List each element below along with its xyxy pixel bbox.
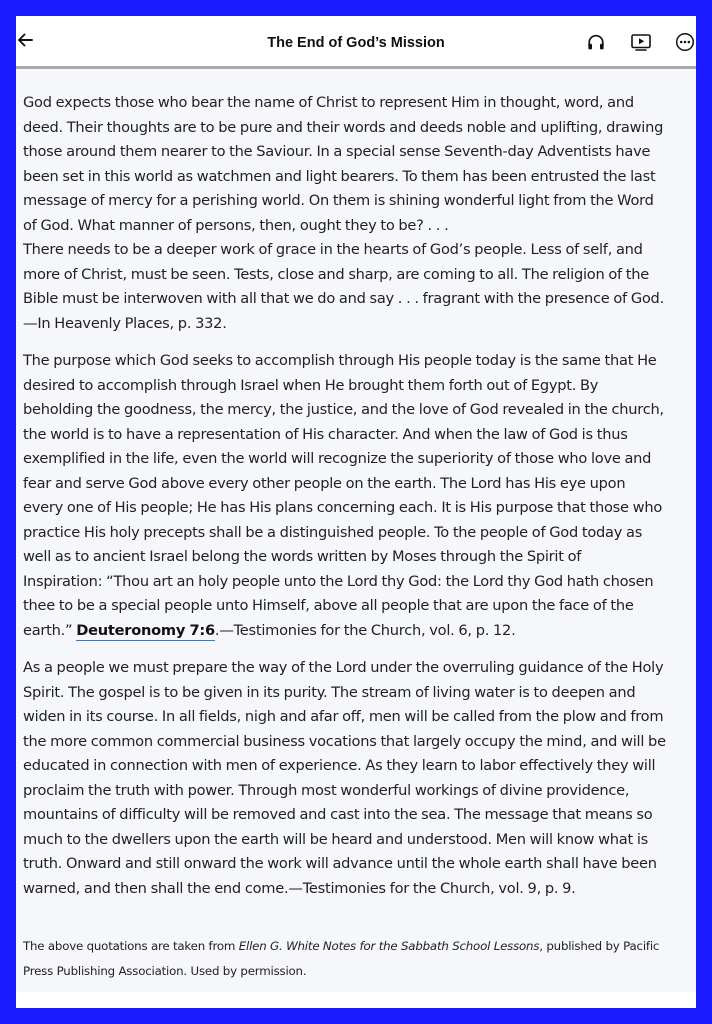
text-line: warned, and then shall the end come.—Testimonies for the Church, vol. 9, p. 9. <box>23 879 576 897</box>
scripture-reference-link[interactable]: Deuteronomy 7:6 <box>76 621 215 639</box>
text-line: every one of His people; He has His plans concerning each. It is His purpose that those who <box>23 499 663 516</box>
text-line: The purpose which God seeks to accomplish through His people today is the same that He <box>23 352 657 369</box>
text-line: mountains of difficulty will be removed and cast into the sea. The message that means so <box>23 806 653 823</box>
text-line: truth. Onward and still onward the work will advance until the whole earth shall have been <box>23 855 657 872</box>
text-line: been set in this world as watchmen and light bearers. To them has been entrusted the last <box>23 167 656 185</box>
text-fragment: .—Testimonies for the Church, vol. 6, p. 12. <box>214 621 516 639</box>
headphones-icon[interactable] <box>586 32 606 52</box>
text-line: Inspiration: “Thou art an holy people unto the Lord thy God: the Lord thy God hath chosen <box>23 572 654 590</box>
paragraph-3 <box>23 656 695 901</box>
text-fragment: earth.” <box>23 621 73 639</box>
bottom-bar <box>16 992 696 1008</box>
text-line: widen in its course. In all fields, nigh and afar off, men will be called from the plow and from <box>23 708 664 725</box>
text-line: practice His holy precepts shall be a distinguished people. To the people of God today as <box>23 523 643 541</box>
credit-text: , published by Pacific <box>539 939 660 953</box>
text-line: There needs to be a deeper work of grace in the hearts of God’s people. Less of self, and <box>23 241 643 258</box>
text-line: the more common commercial business vocations that largely occupy the mind, and will be <box>23 732 666 750</box>
text-line: proclaim the truth with power. Through most wonderful workings of divine providence, <box>23 781 630 799</box>
paragraph-1 <box>23 91 695 336</box>
text-line: educated in connection with men of experience. As they learn to labor effectively they will <box>23 757 656 774</box>
text-line: well as to ancient Israel belong the words written by Moses through the Spirit of <box>23 548 582 565</box>
reading-text <box>23 91 695 914</box>
text-line: deed. Their thoughts are to be pure and their words and deeds noble and uplifting, drawing <box>23 118 664 136</box>
credit-note <box>23 934 695 984</box>
book-title: Ellen G. White Notes for the Sabbath School Lessons <box>238 939 540 953</box>
text-line: God expects those who bear the name of Christ to represent Him in thought, word, and <box>23 94 634 111</box>
text-line: those around them nearer to the Saviour. In a special sense Seventh-day Adventists have <box>23 143 651 160</box>
text-line: message of mercy for a perishing world. On them is shining wonderful light from the Word <box>23 192 654 209</box>
text-line: Bible must be interwoven with all that we do and say . . . fragrant with the presence of God. <box>23 290 664 307</box>
paragraph-2 <box>23 349 695 643</box>
text-line: desired to accomplish through Israel when He brought them forth out of Egypt. By <box>23 376 599 394</box>
text-line: exemplified in the life, even the world will recognize the superiority of those who love and <box>23 450 652 467</box>
text-line: fear and serve God above every other people on the earth. The Lord has His eye upon <box>23 474 626 492</box>
text-line: —In Heavenly Places, p. 332. <box>23 314 227 332</box>
text-line: As a people we must prepare the way of the Lord under the overruling guidance of the Holy <box>23 659 664 676</box>
credit-line: Press Publishing Association. Used by permission. <box>23 964 307 978</box>
more-options-icon[interactable] <box>675 32 695 52</box>
reading-content[interactable] <box>16 69 696 992</box>
text-line: thee to be a special people unto Himself, above all people that are upon the face of the <box>23 597 634 614</box>
app-frame <box>16 16 696 1008</box>
text-line: Spirit. The gospel is to be given in its purity. The stream of living water is to deepen and <box>23 683 636 701</box>
text-line: much to the dwellers upon the earth will be heard and understood. Men will know what is <box>23 830 649 848</box>
text-line: more of Christ, must be seen. Tests, close and sharp, are coming to all. The religion of the <box>23 265 649 283</box>
credit-text: The above quotations are taken from <box>23 939 239 953</box>
credit-line <box>23 934 695 959</box>
text-line: the world is to have a representation of His character. And when the law of God is thus <box>23 425 628 443</box>
play-video-icon[interactable] <box>630 32 652 52</box>
text-line: of God. What manner of persons, then, ought they to be? . . . <box>23 216 449 234</box>
top-bar <box>16 16 696 66</box>
text-line: beholding the goodness, the mercy, the justice, and the love of God revealed in the church, <box>23 401 664 418</box>
page-title: The End of God’s Mission <box>267 35 445 51</box>
text-line <box>23 619 695 644</box>
arrow-left-icon[interactable] <box>16 31 34 49</box>
